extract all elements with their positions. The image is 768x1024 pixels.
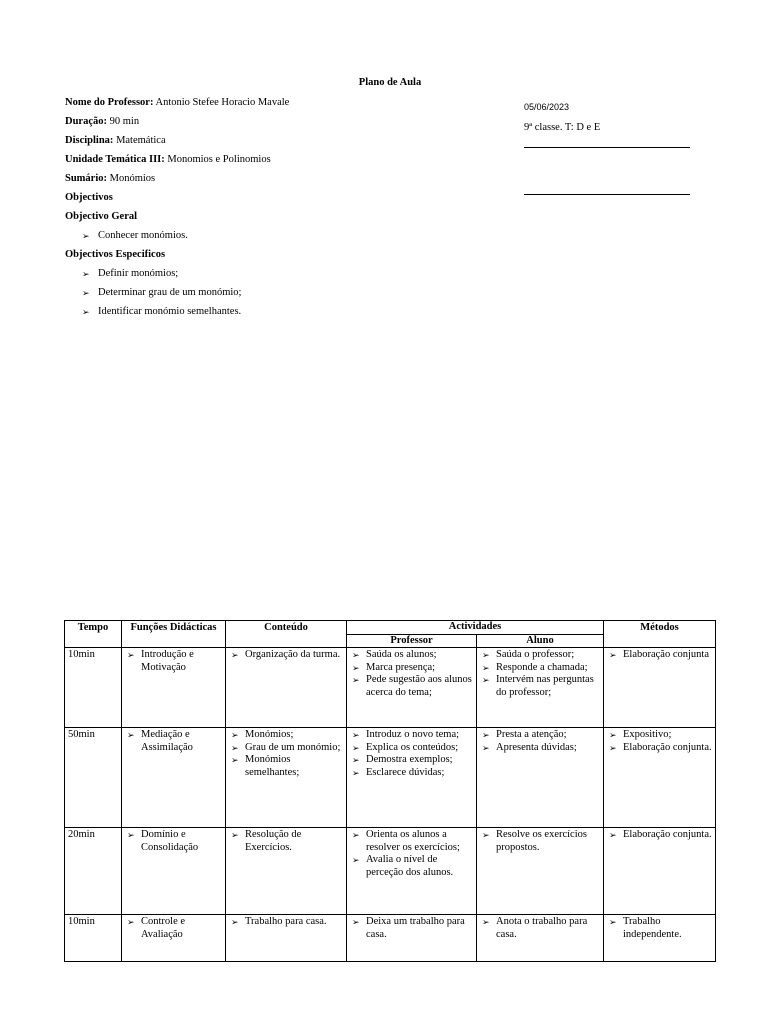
list-item [480,742,600,755]
arrow-bullet-icon: ➢ [482,742,490,753]
arrow-bullet-icon: ➢ [482,917,490,927]
list-item-text: Anota o trabalho para casa. [496,916,588,940]
list-item [350,729,473,742]
info-label: Nome do Professor: [65,97,154,108]
info-label: Disciplina: [65,135,114,146]
list-item-text: Controle e Avaliação [141,916,186,940]
arrow-bullet-icon: ➢ [482,675,490,685]
arrow-bullet-icon: ➢ [127,917,135,927]
cell-conteudo [226,728,347,828]
objectivo-geral-item [65,229,289,248]
list-item-text: Monómios; [245,729,294,740]
list-item-text: Organização da turma. [245,649,341,660]
cell-professor [347,648,477,728]
list-professor [350,729,473,779]
arrow-bullet-icon: ➢ [609,830,617,840]
list-item [350,662,473,675]
table-row [65,828,716,915]
list-professor [350,649,473,699]
list-item-text: Avalia o nível de perceção dos alunos. [366,854,454,878]
lesson-meta [524,102,690,195]
info-line [65,96,289,115]
list-item-text: Expositivo; [623,729,672,740]
list-item-text: Saúda os alunos; [366,649,437,660]
cell-aluno [477,728,604,828]
arrow-bullet-icon: ➢ [609,917,617,927]
list-item-text: Resolve os exercícios propostos. [496,829,587,853]
header-conteudo: Conteúdo [226,621,347,648]
list-item-text: Introdução e Motivação [141,649,194,673]
list-item [480,649,600,662]
list-item [607,729,712,742]
list-item [350,742,473,755]
signature-line [524,147,690,148]
cell-tempo: 20min [65,828,122,915]
info-line [65,115,289,134]
cell-conteudo [226,828,347,915]
cell-metodos [604,915,716,962]
cell-professor [347,728,477,828]
arrow-bullet-icon: ➢ [482,650,490,660]
info-value: 90 min [107,116,140,127]
arrow-bullet-icon: ➢ [127,730,135,740]
list-item-text: Resolução de Exercícios. [245,829,302,853]
list-item-text: Responde a chamada; [496,661,588,673]
cell-conteudo [226,648,347,728]
list-item-text: Saúda o professor; [496,649,575,660]
list-item-text: Intervém nas perguntas do professor; [496,674,594,698]
list-metodos [607,649,712,662]
lesson-date: 05/06/2023 [524,102,570,112]
list-item [229,729,343,742]
list-item-text: Presta a atenção; [496,729,567,740]
arrow-bullet-icon: ➢ [231,742,239,753]
info-label: Objectivo Geral [65,211,138,222]
objectivo-especifico-item [65,286,289,305]
arrow-bullet-icon: ➢ [482,662,490,673]
info-line [65,172,289,191]
list-item-text: Pede sugestão aos alunos acerca do tema; [366,674,472,698]
cell-tempo: 50min [65,728,122,828]
cell-funcoes [122,828,226,915]
list-item [607,742,712,755]
arrow-bullet-icon: ➢ [352,855,360,865]
info-value: Antonio Stefee Horacio Mavale [153,97,290,108]
arrow-bullet-icon: ➢ [82,307,90,317]
list-item [350,767,473,780]
arrow-bullet-icon: ➢ [82,269,90,279]
list-item-text: Domínio e Consolidação [141,829,199,853]
list-conteudo [229,916,343,929]
list-item [607,649,712,662]
objectivos-especificos-heading: Objectivos Especificos [65,249,166,260]
list-item-text: Elaboração conjunta. [623,829,712,840]
list-metodos [607,729,712,754]
cell-metodos [604,828,716,915]
list-item [350,829,473,854]
list-item [125,916,222,941]
lesson-info [65,96,289,324]
arrow-bullet-icon: ➢ [482,830,490,840]
list-item [480,662,600,675]
list-item-text: Apresenta dúvidas; [496,741,577,753]
info-label: Duração: [65,116,107,127]
cell-funcoes [122,648,226,728]
info-value: Monómios [107,173,156,184]
table-row [65,728,716,828]
header-tempo: Tempo [65,621,122,648]
list-item-text: Trabalho para casa. [245,916,327,927]
signature-line [524,194,690,195]
list-item-text: Demostra exemplos; [366,754,453,765]
arrow-bullet-icon: ➢ [609,730,617,740]
arrow-bullet-icon: ➢ [352,730,360,740]
list-item [480,916,600,941]
cell-metodos [604,648,716,728]
cell-tempo: 10min [65,648,122,728]
objectivo-especifico-item-text: Identificar monómio semelhantes. [98,306,242,317]
list-item-text: Trabalho independente. [623,916,682,940]
info-line [65,210,289,229]
cell-tempo: 10min [65,915,122,962]
info-line [65,153,289,172]
cell-metodos [604,728,716,828]
cell-funcoes [122,915,226,962]
arrow-bullet-icon: ➢ [231,730,239,740]
table-row [65,648,716,728]
list-item [229,754,343,779]
cell-aluno [477,828,604,915]
list-item-text: Deixa um trabalho para casa. [366,916,465,940]
list-item-text: Grau de um monómio; [245,741,341,753]
list-item [350,674,473,699]
header-funcoes: Funções Didácticas [122,621,226,648]
arrow-bullet-icon: ➢ [127,650,135,660]
arrow-bullet-icon: ➢ [82,288,90,298]
list-item [480,729,600,742]
arrow-bullet-icon: ➢ [127,830,135,840]
list-item-text: Orienta os alunos a resolver os exercícios; [366,829,460,853]
arrow-bullet-icon: ➢ [352,755,360,765]
list-item [125,729,222,754]
list-item [350,916,473,941]
arrow-bullet-icon: ➢ [231,650,239,660]
arrow-bullet-icon: ➢ [352,662,360,673]
list-item [480,674,600,699]
arrow-bullet-icon: ➢ [352,767,360,778]
cell-conteudo [226,915,347,962]
info-line [65,191,289,210]
list-item-text: Explica os conteúdos; [366,741,459,753]
list-item-text: Marca presença; [366,661,436,673]
info-value: Monomios e Polinomios [164,154,271,165]
header-professor: Professor [347,634,477,648]
list-professor [350,916,473,941]
list-item [229,649,343,662]
arrow-bullet-icon: ➢ [82,231,90,241]
cell-aluno [477,915,604,962]
list-item [350,649,473,662]
list-item-text: Introduz o novo tema; [366,729,460,740]
list-item-text: Elaboração conjunta [623,649,709,660]
class-turma: 9ª classe. T: D e E [524,122,601,133]
list-item [125,649,222,674]
list-item [229,916,343,929]
list-item [125,829,222,854]
cell-professor [347,915,477,962]
header-metodos: Métodos [604,621,716,648]
list-metodos [607,916,712,941]
lesson-plan-table [64,620,716,962]
objectivo-especifico-item [65,305,289,324]
info-label: Sumário: [65,173,107,184]
arrow-bullet-icon: ➢ [352,917,360,927]
list-item [350,754,473,767]
list-aluno [480,649,600,699]
list-funcoes [125,916,222,941]
list-item-text: Elaboração conjunta. [623,741,712,753]
arrow-bullet-icon: ➢ [231,830,239,840]
info-line [65,134,289,153]
header-aluno: Aluno [477,634,604,648]
list-metodos [607,829,712,842]
list-item-text: Mediação e Assimilação [141,729,193,753]
arrow-bullet-icon: ➢ [352,830,360,840]
header-actividades: Actividades [347,621,604,635]
cell-professor [347,828,477,915]
arrow-bullet-icon: ➢ [609,742,617,753]
arrow-bullet-icon: ➢ [231,917,239,927]
list-item [229,829,343,854]
list-aluno [480,729,600,754]
list-conteudo [229,649,343,662]
arrow-bullet-icon: ➢ [352,675,360,685]
list-item-text: Monómios semelhantes; [245,754,300,778]
list-item-text: Esclarece dúvidas; [366,766,445,778]
info-label: Unidade Temática III: [65,154,165,165]
objectivo-geral-item-text: Conhecer monómios. [98,230,188,241]
objectivo-especifico-item [65,267,289,286]
table-row [65,915,716,962]
cell-funcoes [122,728,226,828]
list-item [229,742,343,755]
cell-aluno [477,648,604,728]
info-label: Objectivos [65,192,113,203]
list-item [350,854,473,879]
list-aluno [480,916,600,941]
arrow-bullet-icon: ➢ [231,755,239,765]
arrow-bullet-icon: ➢ [352,742,360,753]
arrow-bullet-icon: ➢ [352,650,360,660]
list-item [607,916,712,941]
objectivo-especifico-item-text: Determinar grau de um monómio; [98,287,242,298]
list-item [607,829,712,842]
list-professor [350,829,473,879]
list-conteudo [229,729,343,779]
info-value: Matemática [113,135,166,146]
list-item [480,829,600,854]
objectivo-especifico-item-text: Definir monómios; [98,268,179,279]
list-funcoes [125,829,222,854]
arrow-bullet-icon: ➢ [609,650,617,660]
document-title: Plano de Aula [358,77,422,88]
list-funcoes [125,729,222,754]
arrow-bullet-icon: ➢ [482,730,490,740]
list-funcoes [125,649,222,674]
list-conteudo [229,829,343,854]
list-aluno [480,829,600,854]
